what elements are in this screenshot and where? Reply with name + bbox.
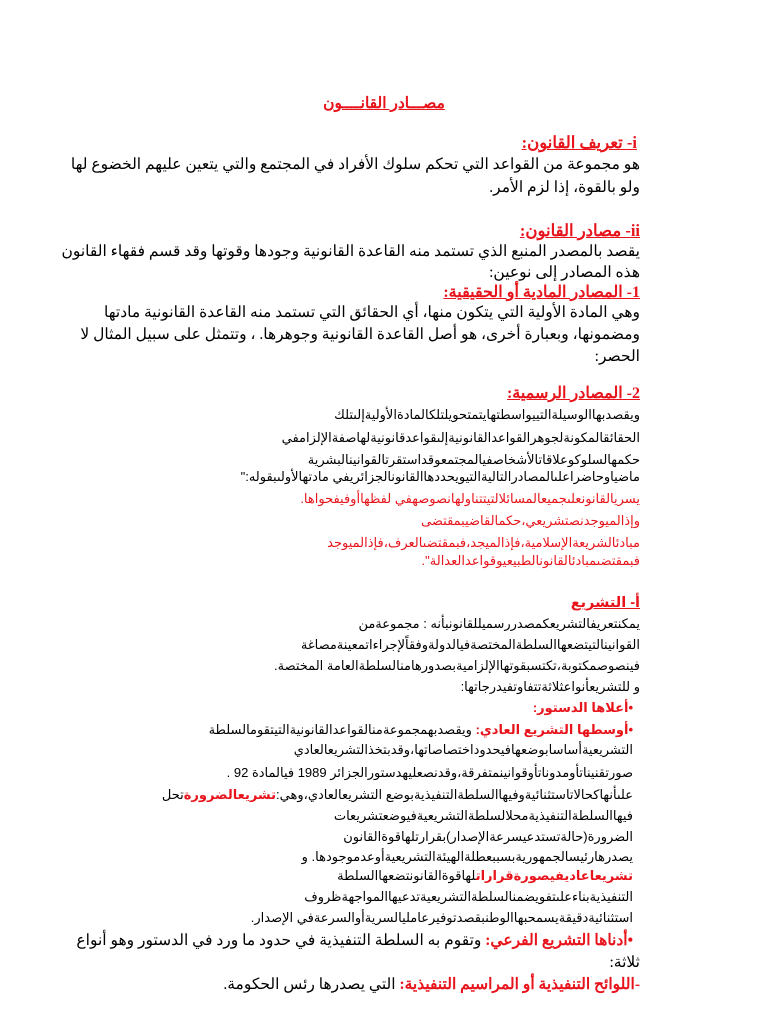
paragraph-line: ثلاثة: <box>609 954 640 971</box>
text-segment: علىأنهاكحالاتاستثنائيةوفيهاالسلطةالتنفيذيةبوضع التشريعالعادي،وهي: <box>276 787 633 802</box>
paragraph-line: ويقصدبهاالوسيلةالتييواسطتهايتمتحويلتلكالمادةالأوليةإلىتلك <box>334 407 640 422</box>
section-heading-definition: i- تعريف القانون: <box>521 133 637 152</box>
bullet-dot-icon: • <box>627 932 633 949</box>
bullet-item <box>0 698 768 718</box>
paragraph-line: يصدرهارئيسالجمهوريةبسببعطلةالهيئةالتشريعيةأوعدموجودها. و <box>301 849 633 864</box>
bullet-item <box>0 931 768 951</box>
subheading-official-sources: 2- المصادر الرسمية: <box>506 385 640 402</box>
paragraph-line: التشريعيةأساسابوضعهافيحدوداختصاصاتها،وقدبتخذالتشريعالعادي <box>293 742 633 757</box>
paragraph-line: فيهاالسلطةالتنفيذيةمحلالسلطةالتشريعيةفيوضعتشريعات <box>333 808 633 823</box>
highlight-necessity-legislation: تشريعالضرورة <box>183 787 277 802</box>
executive-regulations-label: -اللوائح التنفيذية أو المراسيم التنفيذية: <box>399 976 640 993</box>
paragraph-line <box>0 866 768 886</box>
text-segment: لهاقوةالقانونتضعهاالسلطة <box>337 868 476 883</box>
subheading-legislation: أ- التشريع <box>570 595 640 611</box>
paragraph-line: يقصد بالمصدر المنبع الذي تستمد منه القاعدة القانونية وجودها وقوتها وقد قسم فقهاء القانون <box>61 243 640 260</box>
paragraph-line: القوانينالتيتضعهاالسلطةالمختصةفيالدولةوفقاًلإجراءاتمعينةمصاغة <box>300 637 640 652</box>
quote-line: فبمقتضىمبادئالقانونالطبيعيوقواعدالعدالة". <box>421 553 640 568</box>
subheading-material-sources: 1- المصادر المادية أو الحقيقية: <box>443 284 640 301</box>
paragraph-line: الحقائقالمكونةلجوهرالقواعدالقانونيةإلىقواعدقانونيةلهاصفةالإلزامفي <box>281 430 640 445</box>
paragraph-line: ومضمونها، وبعبارة أخرى، هو أصل القاعدة القانونية وجوهرها. ، وتتمثل على سبيل المثال لا <box>80 326 640 343</box>
text-segment: تحل <box>161 787 184 802</box>
paragraph-line: صورتقنيناتأومدوناتأوقوانينمتفرقة،وقدنصعليهدستورالجزائر 1989 فيالمادة 92 . <box>226 765 633 780</box>
paragraph-line: استثنائيةدقيقةيسمحبهاالوطنبقصدتوفيرعامليالسريةأوالسرعةفي الإصدار. <box>250 910 633 925</box>
quote-line: وإذالميوجدنصتشريعي،حكمالقاضيبمقتضى <box>421 513 640 528</box>
paragraph-line <box>0 975 768 995</box>
bullet-label-constitution: أعلاها الدستور: <box>532 700 629 715</box>
bullet-label-ordinary-law: أوسطها التشريع العادي: <box>475 722 629 737</box>
bullet-dot-icon: • <box>628 700 633 715</box>
paragraph-line: فينصوصمكتوبة،تكتسبقوتهاالإلزاميةبصدورهامنالسلطةالعامة المختصة. <box>274 658 640 673</box>
paragraph-line: التنفيذيةبناءعلىتفويضمنالسلطةالتشريعيةتدعيهاالمواجهةظروف <box>304 889 633 904</box>
paragraph-line: الضرورة(حالةتستدعيسرعةالإصدار)بقرارتلهاقوةالقانون <box>343 829 633 844</box>
highlight-ordinance: تشريعاعاديفيصورةقرارات <box>475 868 633 883</box>
bullet-dot-icon: • <box>628 722 633 737</box>
bullet-label-subsidiary-law: أدناها التشريع الفرعي: <box>485 932 628 949</box>
quote-line: مبادئالشريعةالإسلامية،فإذالميجد،فبمقتضىالعرف،فإذالميوجد <box>327 535 640 550</box>
paragraph-line: ماضياوحاضراعلىالمصادرالتاليةالتيويحددهاالقانونالجزائريفي مادتهالأولىبقوله:" <box>240 469 640 484</box>
paragraph-line: الحصر: <box>594 348 640 365</box>
bullet-text: ويقصدبهمجموعةمنالقواعدالقانونيةالتيتقومالسلطة <box>208 722 472 737</box>
paragraph-line <box>0 785 768 805</box>
paragraph-line: هذه المصادر إلى نوعين: <box>489 264 640 281</box>
paragraph-line: حكمهالسلوكوعلاقاتالأشخاصفيالمجتمعوقداستقرتالقوانينالبشرية <box>307 452 640 467</box>
section-heading-sources: ii- مصادر القانون: <box>519 221 640 240</box>
bullet-item <box>0 720 768 740</box>
paragraph-line: يمكنتعريفالتشريعكمصدررسميللقانونبأنه : مجموعةمن <box>358 616 640 631</box>
bullet-text: وتقوم به السلطة التنفيذية في حدود ما ورد في الدستور وهو أنواع <box>76 932 482 949</box>
paragraph-line: و للتشريعأنواعثلاثةتتفاوتفيدرجاتها: <box>460 679 640 694</box>
paragraph-line: هو مجموعة من القواعد التي تحكم سلوك الأفراد في المجتمع والتي يتعين عليهم الخضوع لها <box>70 156 640 173</box>
text-segment: التي يصدرها رئس الحكومة. <box>223 976 396 993</box>
quote-line: يسريالقانونعلىجميعالمسائلالتيتتناولهانصوصهفي لفظهاأوفيفحواها. <box>300 491 640 506</box>
paragraph-line: وهي المادة الأولية التي يتكون منها، أي الحقائق التي تستمد منه القاعدة القانونية مادتها <box>104 304 640 321</box>
document-title: مصـــادر القانــــون <box>323 95 445 112</box>
paragraph-line: ولو بالقوة، إذا لزم الأمر. <box>489 179 640 196</box>
